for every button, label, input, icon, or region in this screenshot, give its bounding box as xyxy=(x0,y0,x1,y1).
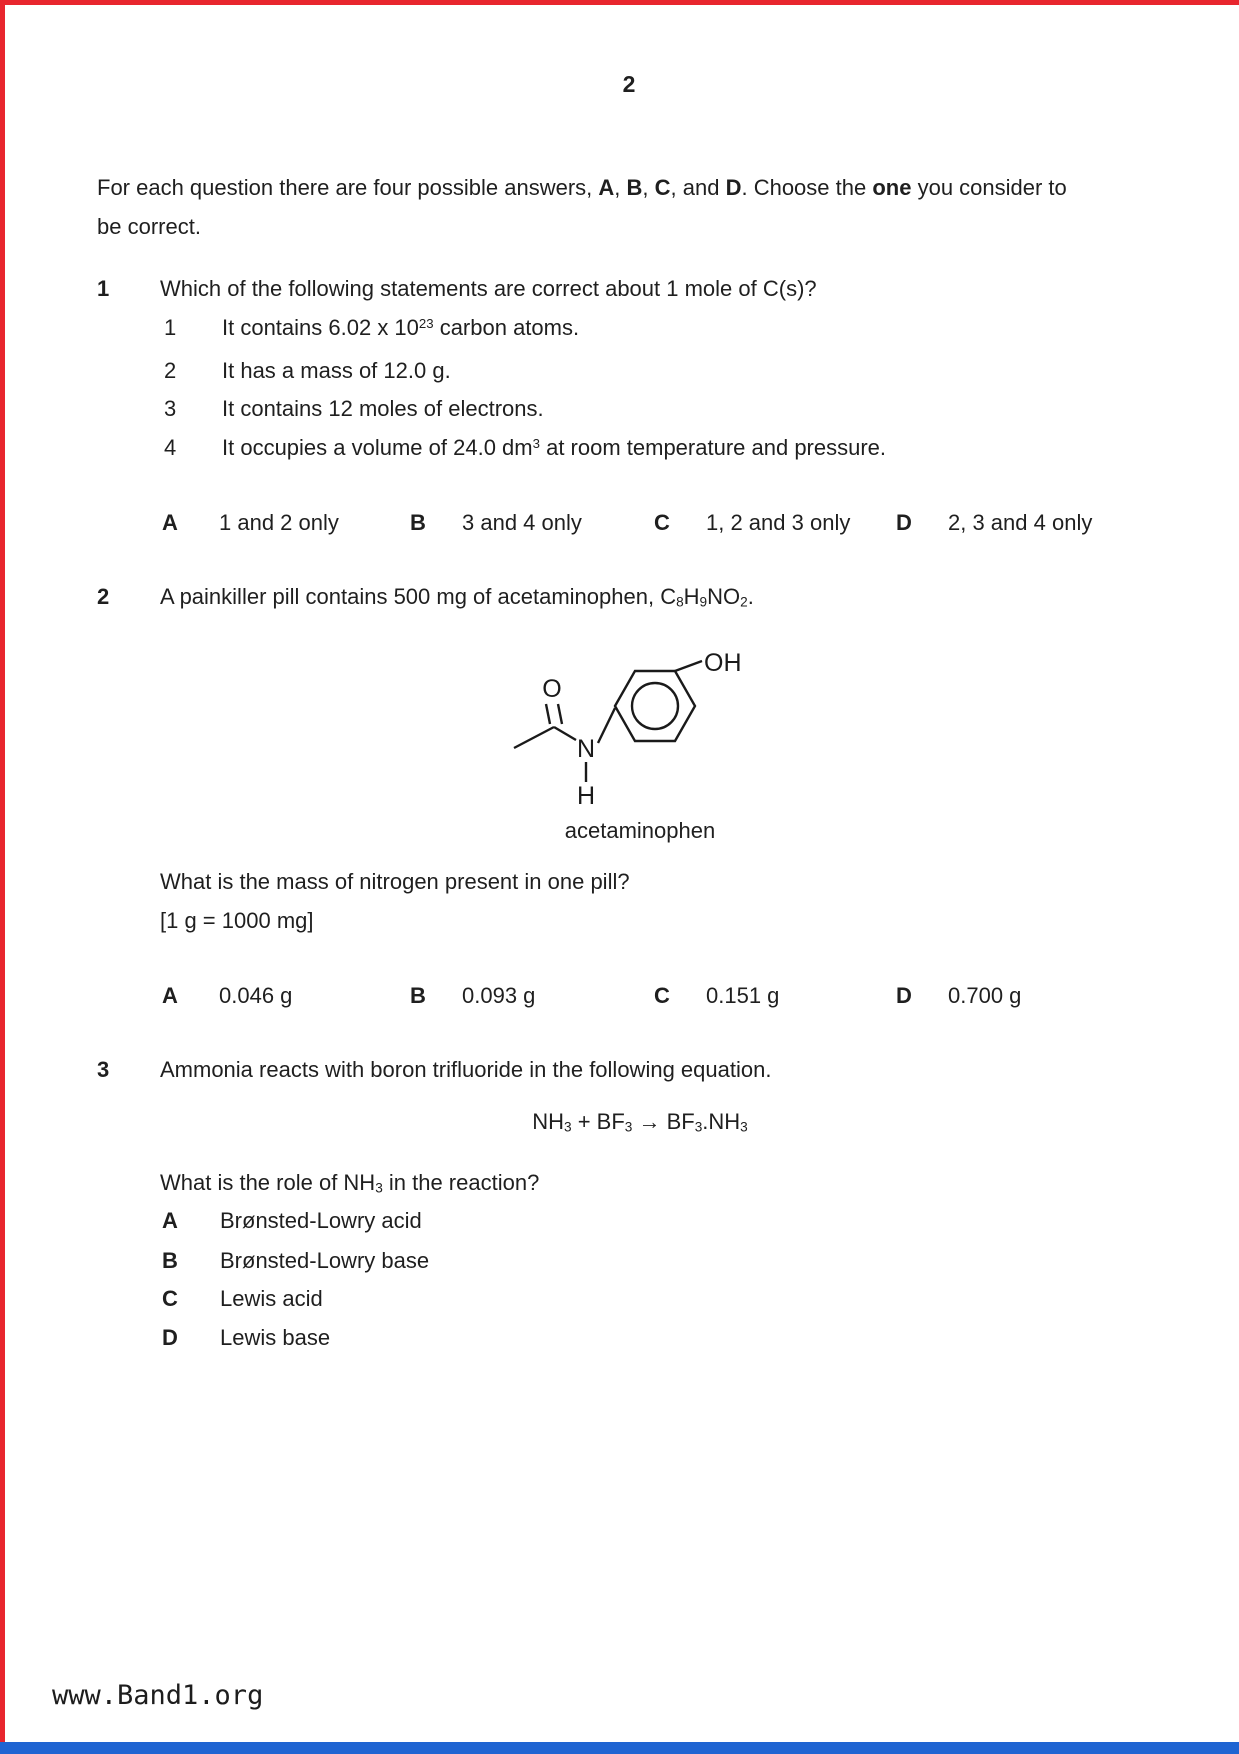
q1-statement-num: 3 xyxy=(164,396,177,421)
q2-option-letter-c: C xyxy=(654,983,670,1008)
q1-number: 1 xyxy=(97,276,110,301)
q1-statement-text: It contains 12 moles of electrons. xyxy=(222,396,544,421)
q1-statement-num: 1 xyxy=(164,315,177,340)
q1-statement-text: It contains 6.02 x $10^{23}$ carbon atoms. xyxy=(222,315,580,340)
q3-option-letter-a: A xyxy=(162,1208,178,1233)
acetaminophen-structure-diagram xyxy=(440,630,780,820)
instructions-line-2: be correct. xyxy=(97,214,201,239)
site-watermark: www.Band1.org xyxy=(52,1680,264,1711)
page-bottom-rule xyxy=(0,1742,1239,1754)
q1-option-letter-d: D xyxy=(896,510,912,535)
q2-option-letter-a: A xyxy=(162,983,178,1008)
q3-stem: Ammonia reacts with boron trifluoride in the following equation. xyxy=(160,1057,772,1082)
instructions-line-1: For each question there are four possible answers, A, B, C, and D. Choose the one you consider to xyxy=(97,175,1067,200)
structure-caption: acetaminophen xyxy=(564,818,716,843)
q1-stem: Which of the following statements are correct about 1 mole of C(s)? xyxy=(160,276,817,301)
q1-option-letter-c: C xyxy=(654,510,670,535)
q3-equation: $NH_3 + BF_3 \to BF_3.NH_3$ xyxy=(532,1109,748,1135)
q2-option-text-b: 0.093 g xyxy=(462,983,536,1008)
q2-question: What is the mass of nitrogen present in one pill? xyxy=(160,869,630,894)
q3-option-text-c: Lewis acid xyxy=(220,1286,323,1311)
q1-option-text-a: 1 and 2 only xyxy=(219,510,339,535)
q2-stem: A painkiller pill contains 500 mg of acetaminophen, $C_8H_9NO_2$. xyxy=(160,584,754,610)
page-left-rule xyxy=(0,0,5,1754)
q1-statement-text: It occupies a volume of 24.0 $dm^3$ at room temperature and pressure. xyxy=(222,435,887,460)
q3-question: What is the role of $NH_3$ in the reaction? xyxy=(160,1170,540,1196)
q2-number: 2 xyxy=(97,584,110,609)
q1-statement-num: 4 xyxy=(164,435,177,460)
page-number: 2 xyxy=(622,71,636,97)
q3-option-letter-d: D xyxy=(162,1325,178,1350)
q1-option-text-c: 1, 2 and 3 only xyxy=(706,510,851,535)
q3-option-letter-c: C xyxy=(162,1286,178,1311)
q3-option-text-b: Brønsted-Lowry base xyxy=(220,1248,430,1273)
q1-option-text-b: 3 and 4 only xyxy=(462,510,582,535)
q3-option-text-d: Lewis base xyxy=(220,1325,331,1350)
q2-option-text-c: 0.151 g xyxy=(706,983,780,1008)
q1-statement-num: 2 xyxy=(164,358,177,383)
q2-option-letter-b: B xyxy=(410,983,426,1008)
q2-option-letter-d: D xyxy=(896,983,912,1008)
q2-option-text-a: 0.046 g xyxy=(219,983,293,1008)
hydroxyl-group-label: OH xyxy=(704,649,742,677)
hydrogen-atom-label: H xyxy=(576,782,596,810)
nitrogen-atom-label: N xyxy=(576,735,596,763)
atom-labels xyxy=(542,649,741,810)
q2-unit-note: [1 g = 1000 mg] xyxy=(160,908,314,933)
q3-number: 3 xyxy=(97,1057,110,1082)
benzene-ring xyxy=(615,671,695,741)
q1-statement-text: It has a mass of 12.0 g. xyxy=(222,358,451,383)
q1-option-text-d: 2, 3 and 4 only xyxy=(948,510,1093,535)
q3-option-text-a: Brønsted-Lowry acid xyxy=(220,1208,422,1233)
q3-option-letter-b: B xyxy=(162,1248,178,1273)
q2-option-text-d: 0.700 g xyxy=(948,983,1022,1008)
aromatic-circle xyxy=(632,683,678,729)
oxygen-atom-label: O xyxy=(542,675,562,703)
q1-option-letter-b: B xyxy=(410,510,426,535)
q1-option-letter-a: A xyxy=(162,510,178,535)
page-top-rule xyxy=(0,0,1239,5)
